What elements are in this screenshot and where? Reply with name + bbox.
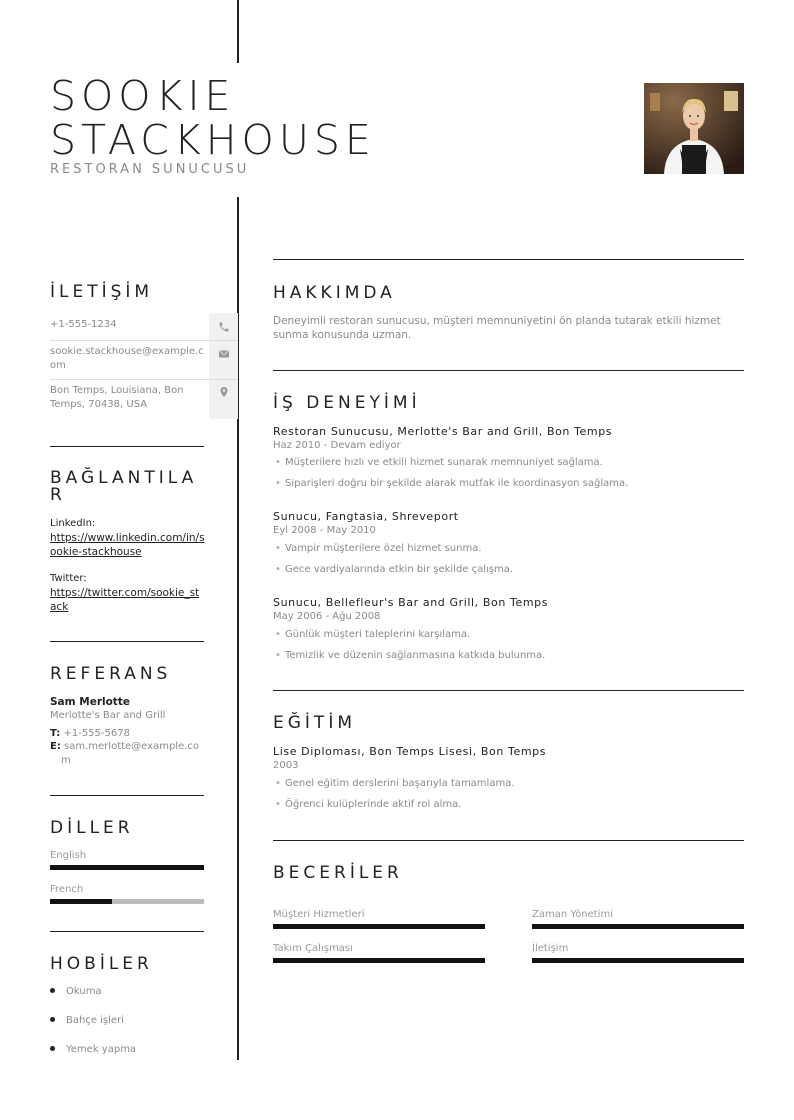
language-english-fill bbox=[50, 865, 204, 870]
hobby-item bbox=[50, 1015, 124, 1026]
skill-time-management-label: Zaman Yönetimi bbox=[532, 909, 613, 920]
contact-phone[interactable]: +1-555-1234 bbox=[50, 319, 117, 330]
languages-section-title: DİLLER bbox=[50, 818, 134, 838]
skill-customer-service-fill bbox=[273, 924, 485, 929]
job-3-date: May 2006 - Ağu 2008 bbox=[273, 611, 381, 622]
skill-teamwork-fill bbox=[273, 958, 485, 963]
language-french-fill bbox=[50, 899, 112, 904]
skill-teamwork-label: Takım Çalışması bbox=[273, 943, 353, 954]
hobby-item bbox=[50, 986, 102, 997]
profile-photo bbox=[644, 83, 744, 174]
hobby-label: Bahçe işleri bbox=[66, 1015, 124, 1026]
section-divider bbox=[50, 931, 204, 932]
language-french-bar bbox=[50, 899, 204, 904]
reference-phone-line bbox=[50, 727, 130, 741]
reference-email[interactable]: sam.merlotte@example.com bbox=[61, 741, 200, 766]
bullet-dot bbox=[50, 1017, 55, 1022]
job-1-title: Restoran Sunucusu, Merlotte's Bar and Grill, Bon Temps bbox=[273, 425, 613, 438]
top-divider-line bbox=[237, 0, 239, 63]
skill-time-management-fill bbox=[532, 924, 744, 929]
contact-email-row bbox=[50, 345, 238, 380]
contact-email[interactable]: sookie.stackhouse@example.com bbox=[50, 346, 204, 371]
job-1-bullet: • Müşterilere hızlı ve etkili hizmet sunarak memnuniyet sağlama. bbox=[275, 457, 603, 468]
linkedin-label: LinkedIn: bbox=[50, 518, 96, 529]
education-bullet-text: Genel eğitim derslerini başarıyla tamamlama. bbox=[285, 778, 515, 789]
job-2-date: Eyl 2008 - May 2010 bbox=[273, 525, 376, 536]
language-english-label: English bbox=[50, 850, 87, 861]
job-3-bullet-text: Temizlik ve düzenin sağlanmasına katkıda bulunma. bbox=[285, 650, 546, 661]
about-text: Deneyimli restoran sunucusu, müşteri memnuniyetini ön planda tutarak etkili hizmet sunma konusunda uzman. bbox=[273, 315, 721, 341]
skill-time-management-bar bbox=[532, 924, 744, 929]
reference-company: Merlotte's Bar and Grill bbox=[50, 710, 166, 721]
experience-section-title: İŞ DENEYİMİ bbox=[273, 393, 421, 413]
education-section-title: EĞİTİM bbox=[273, 713, 356, 733]
hobby-item bbox=[50, 1044, 136, 1055]
skills-section-title: BECERİLER bbox=[273, 863, 403, 883]
job-3-bullet: • Temizlik ve düzenin sağlanmasına katkıda bulunma. bbox=[275, 650, 546, 661]
section-divider bbox=[50, 446, 204, 447]
section-divider bbox=[273, 690, 744, 691]
name-last: STACKHOUSE bbox=[50, 116, 376, 164]
twitter-link[interactable]: https://twitter.com/sookie_stack bbox=[50, 587, 200, 613]
section-divider bbox=[273, 840, 744, 841]
education-degree: Lise Diploması, Bon Temps Lisesi, Bon Temps bbox=[273, 745, 547, 758]
job-3-title: Sunucu, Bellefleur's Bar and Grill, Bon Temps bbox=[273, 596, 549, 609]
section-divider bbox=[273, 370, 744, 371]
education-bullet: • Öğrenci kulüplerinde aktif rol alma. bbox=[275, 799, 462, 810]
job-3-bullet: • Günlük müşteri taleplerini karşılama. bbox=[275, 629, 471, 640]
job-3-bullet-text: Günlük müşteri taleplerini karşılama. bbox=[285, 629, 471, 640]
name-first: SOOKIE bbox=[50, 72, 236, 120]
reference-phone-label: T: bbox=[50, 728, 61, 739]
skill-customer-service-label: Müşteri Hizmetleri bbox=[273, 909, 365, 920]
bullet-dot bbox=[50, 988, 55, 993]
section-divider bbox=[273, 259, 744, 260]
job-2-bullet: • Vampir müşterilere özel hizmet sunma. bbox=[275, 543, 482, 554]
language-english-bar bbox=[50, 865, 204, 870]
job-title: RESTORAN SUNUCUSU bbox=[50, 162, 250, 177]
contact-address: Bon Temps, Louisiana, Bon Temps, 70438, USA bbox=[50, 385, 184, 410]
education-bullet-text: Öğrenci kulüplerinde aktif rol alma. bbox=[285, 799, 462, 810]
job-2-bullet-text: Vampir müşterilere özel hizmet sunma. bbox=[285, 543, 482, 554]
twitter-label: Twitter: bbox=[50, 573, 87, 584]
linkedin-link[interactable]: https://www.linkedin.com/in/sookie-stackhouse bbox=[50, 532, 205, 558]
section-divider bbox=[50, 795, 204, 796]
reference-phone[interactable]: +1-555-5678 bbox=[63, 728, 130, 739]
job-2-bullet-text: Gece vardiyalarında etkin bir şekilde çalışma. bbox=[285, 564, 514, 575]
hobby-label: Okuma bbox=[66, 986, 102, 997]
skill-teamwork-bar bbox=[273, 958, 485, 963]
job-1-bullet: • Siparişleri doğru bir şekilde alarak mutfak ile koordinasyon sağlama. bbox=[275, 478, 629, 489]
bullet-dot bbox=[50, 1046, 55, 1051]
hobbies-section-title: HOBİLER bbox=[50, 954, 153, 974]
links-title-line2: R bbox=[50, 485, 66, 505]
reference-name: Sam Merlotte bbox=[50, 696, 130, 708]
hobby-label: Yemek yapma bbox=[66, 1044, 137, 1055]
about-section-title: HAKKIMDA bbox=[273, 283, 396, 303]
references-section-title: REFERANS bbox=[50, 664, 172, 684]
contact-section-title: İLETİŞİM bbox=[50, 282, 154, 302]
contact-phone-row bbox=[50, 318, 238, 341]
links-section-title bbox=[50, 470, 197, 504]
job-2-bullet: • Gece vardiyalarında etkin bir şekilde çalışma. bbox=[275, 564, 514, 575]
reference-email-line bbox=[50, 740, 204, 768]
reference-email-label: E: bbox=[50, 741, 61, 752]
skill-communication-label: İletişim bbox=[532, 943, 569, 954]
job-2-title: Sunucu, Fangtasia, Shreveport bbox=[273, 510, 459, 523]
education-year: 2003 bbox=[273, 760, 299, 771]
language-french-label: French bbox=[50, 884, 84, 895]
section-divider bbox=[50, 641, 204, 642]
education-bullet: • Genel eğitim derslerini başarıyla tamamlama. bbox=[275, 778, 515, 789]
contact-address-row bbox=[50, 384, 238, 420]
skill-communication-bar bbox=[532, 958, 744, 963]
skill-customer-service-bar bbox=[273, 924, 485, 929]
skill-communication-fill bbox=[532, 958, 744, 963]
candidate-name bbox=[50, 74, 376, 162]
job-1-bullet-text: Siparişleri doğru bir şekilde alarak mutfak ile koordinasyon sağlama. bbox=[285, 478, 629, 489]
links-title-line1: BAĞLANTILA bbox=[50, 468, 198, 488]
job-1-bullet-text: Müşterilere hızlı ve etkili hizmet sunarak memnuniyet sağlama. bbox=[285, 457, 603, 468]
job-1-date: Haz 2010 - Devam ediyor bbox=[273, 440, 401, 451]
